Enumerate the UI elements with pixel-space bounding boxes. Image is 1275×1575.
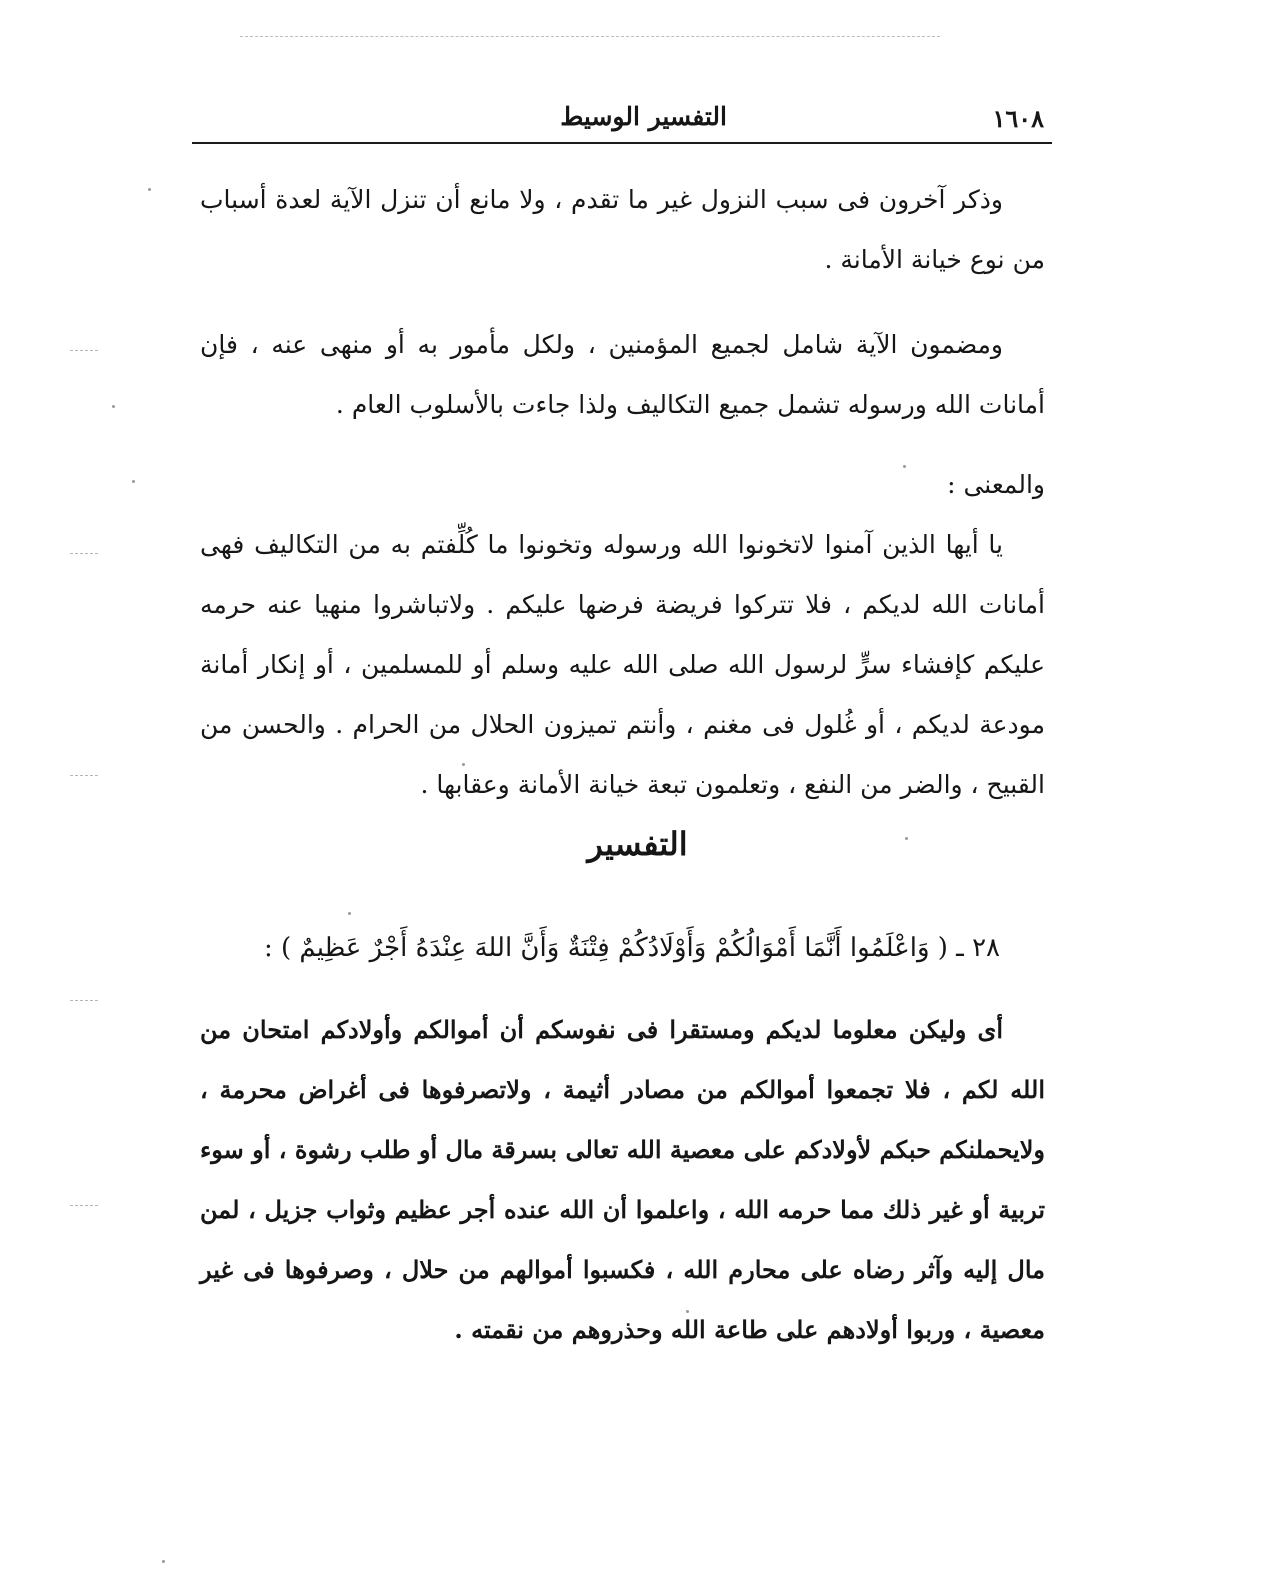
book-title: التفسير الوسيط — [560, 102, 727, 131]
paragraph-revelation-causes: وذكر آخرون فى سبب النزول غير ما تقدم ، ولا مانع أن تنزل الآية لعدة أسباب من نوع خيانة الأمانة . — [200, 185, 1045, 274]
paragraph-verse-scope: ومضمون الآية شامل لجميع المؤمنين ، ولكل مأمور به أو منهى عنه ، فإن أمانات الله ورسوله تشمل جميع التكاليف ولذا جاءت بالأسلوب العام . — [200, 330, 1045, 419]
scan-speck — [905, 837, 908, 840]
margin-mark — [70, 1000, 98, 1001]
margin-mark — [70, 553, 98, 554]
scan-speck — [148, 188, 151, 191]
paragraph-meaning: يا أيها الذين آمنوا لاتخونوا الله ورسوله وتخونوا ما كُلِّفتم به من التكاليف فهى أمانات الله لديكم ، فلا تتركوا فريضة فرضها عليكم . ولاتباشروا منهيا عنه حرمه عليكم كإفشاء سرٍّ لرسول الله صلى الله عليه وسلم أو للمسلمين ، أو إنكار أمانة مودعة لديكم ، أو غُلول فى مغنم ، وأنتم تميزون الحلال من الحرام . والحسن من القبيح ، والضر من النفع ، وتعلمون تبعة خيانة الأمانة وعقابها . — [200, 530, 1045, 799]
header-rule — [192, 142, 1052, 144]
scan-edge-line — [240, 36, 940, 37]
scan-speck — [162, 1560, 165, 1563]
scan-speck — [462, 763, 465, 766]
quran-verse-28: ٢٨ ـ ( وَاعْلَمُوا أَنَّمَا أَمْوَالُكُمْ وَأَوْلَادُكُمْ فِتْنَةٌ وَأَنَّ اللهَ عِنْدَهُ أَجْرٌ عَظِيمٌ ) : — [263, 933, 1000, 963]
scan-speck — [686, 1310, 689, 1313]
running-head — [192, 100, 1052, 140]
meaning-label: والمعنى : — [947, 470, 1045, 499]
scan-speck — [903, 465, 906, 468]
scan-speck — [112, 405, 115, 408]
margin-mark — [70, 350, 98, 351]
margin-mark — [70, 775, 98, 776]
page-number: ١٦٠٨ — [992, 104, 1044, 133]
scan-speck — [348, 912, 351, 915]
scan-speck — [132, 480, 135, 483]
paragraph-commentary: أى وليكن معلوما لديكم ومستقرا فى نفوسكم أن أموالكم وأولادكم امتحان من الله لكم ، فلا تجمعوا أموالكم من مصادر أثيمة ، ولاتصرفوها فى أغراض محرمة ، ولايحملنكم حبكم لأولادكم على معصية الله تعالى بسرقة مال أو طلب رشوة ، أو سوء تربية أو غير ذلك مما حرمه الله ، واعلموا أن الله عنده أجر عظيم وثواب جزيل ، لمن مال إليه وآثر رضاه على محارم الله ، فكسبوا أموالهم من حلال ، وصرفوها فى غير معصية ، وربوا أولادهم على طاعة الله وحذروهم من نقمته . — [200, 1015, 1045, 1344]
section-heading-tafsir: التفسير — [587, 825, 688, 863]
margin-mark — [70, 1205, 98, 1206]
